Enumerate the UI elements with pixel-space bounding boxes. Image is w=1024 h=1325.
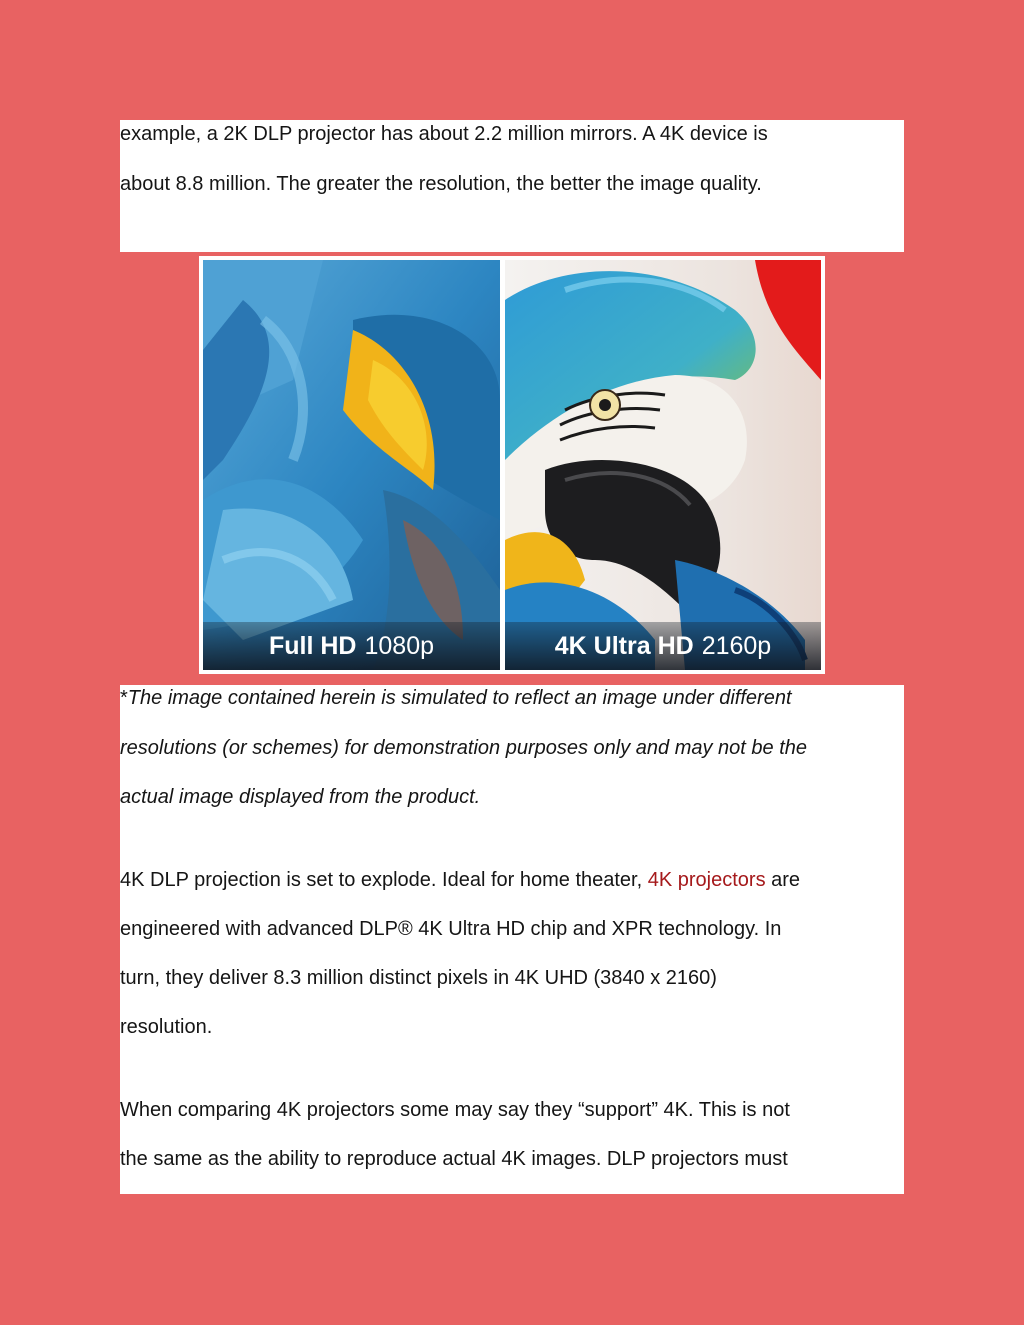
full-hd-caption [203,622,500,670]
4k-label: 4K Ultra HD [554,631,694,660]
full-hd-parrot-image [203,260,500,670]
top-text-panel [120,120,904,252]
disclaimer-line: resolutions (or schemes) for demonstration purposes only and may not be the [120,737,808,759]
paragraph-line: When comparing 4K projectors some may say they “support” 4K. This is not [120,1099,790,1121]
paragraph-line: engineered with advanced DLP® 4K Ultra HD chip and XPR technology. In [120,918,782,940]
disclaimer-line: actual image displayed from the product. [120,786,481,808]
paragraph-line: the same as the ability to reproduce actual 4K images. DLP projectors must [120,1148,788,1170]
paragraph-line: example, a 2K DLP projector has about 2.2 million mirrors. A 4K device is [120,123,768,145]
bottom-text-panel [120,685,904,1194]
disclaimer-text: The image contained herein is simulated to reflect an image under different [127,687,792,709]
blurred-parrot-illustration [203,260,500,670]
paragraph-text: 4K DLP projection is set to explode. Ideal for home theater, [120,869,648,891]
resolution-comparison-image [199,256,825,674]
disclaimer-asterisk: * [120,687,128,709]
paragraph-line: turn, they deliver 8.3 million distinct pixels in 4K UHD (3840 x 2160) [120,967,717,989]
4k-projectors-link[interactable]: 4K projectors [647,869,766,891]
disclaimer-line [120,686,792,710]
4k-caption [505,622,821,670]
sharp-parrot-illustration [505,260,821,670]
paragraph-line: about 8.8 million. The greater the resolution, the better the image quality. [120,173,762,195]
4k-parrot-image [505,260,821,670]
paragraph-line: resolution. [120,1016,213,1038]
full-hd-resolution: 1080p [364,631,435,660]
paragraph-text: are [765,869,801,891]
4k-resolution: 2160p [701,631,772,660]
paragraph-line [120,868,800,892]
full-hd-label: Full HD [268,631,357,660]
